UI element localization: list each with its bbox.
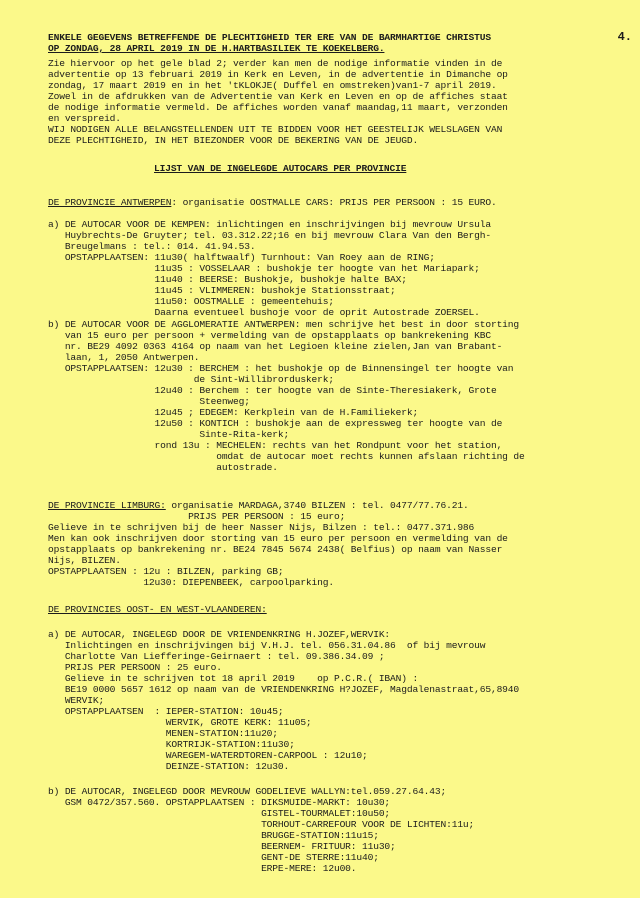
limburg-line: opstapplaats op bankrekening nr. BE24 7845 5674 2438( Belfius) op naam van Nasser [48, 544, 503, 555]
antwerpen-b-line: 12u45 ; EDEGEM: Kerkplein van de H.Familiekerk; [48, 407, 419, 418]
antwerpen-b-line: van 15 euro per persoon + vermelding van de opstapplaats op bankrekening KBC [48, 330, 491, 341]
vlaanderen-b-line: TORHOUT-CARREFOUR VOOR DE LICHTEN:11u; [48, 819, 475, 830]
vlaanderen-b-line: GISTEL-TOURMALET:10u50; [48, 808, 391, 819]
vlaanderen-b-line: GSM 0472/357.560. OPSTAPPLAATSEN : DIKSMUIDE-MARKT: 10u30; [48, 797, 391, 808]
antwerpen-b-line: 12u40 : Berchem : ter hoogte van de Sinte-Theresiakerk, Grote [48, 385, 497, 396]
limburg-line: Gelieve in te schrijven bij de heer Nasser Nijs, Bilzen : tel.: 0477.371.986 [48, 522, 475, 533]
antwerpen-b-line: laan, 1, 2050 Antwerpen. [48, 352, 200, 363]
antwerpen-a-line: 11u50: OOSTMALLE : gemeentehuis; [48, 296, 334, 307]
antwerpen-b-line: Sinte-Rita-kerk; [48, 429, 290, 440]
page-number: 4. [617, 30, 632, 44]
limburg-heading-rest: organisatie MARDAGA,3740 BILZEN : tel. 0477/77.76.21. [165, 500, 469, 511]
intro-line: de nodige informatie vermeld. De affiches worden vanaf maandag,11 maart, verzonden [48, 102, 508, 113]
limburg-line: 12u30: DIEPENBEEK, carpoolparking. [48, 577, 334, 588]
vlaanderen-a-line: Gelieve in te schrijven tot 18 april 2019 op P.C.R.( IBAN) : [48, 673, 419, 684]
limburg-line: OPSTAPPLAATSEN : 12u : BILZEN, parking GB; [48, 566, 284, 577]
vlaanderen-b-line: ERPE-MERE: 12u00. [48, 863, 357, 874]
vlaanderen-b-line: BRUGGE-STATION:11u15; [48, 830, 379, 841]
limburg-line: Men kan ook inschrijven door storting van 15 euro per persoon en vermelding van de [48, 533, 508, 544]
limburg-line: Nijs, BILZEN. [48, 555, 121, 566]
intro-line: zondag, 17 maart 2019 en in het 'tKLOKJE( Duffel en omstreken)van1-7 april 2019. [48, 80, 497, 91]
antwerpen-a-line: Daarna eventueel bushoje voor de oprit Autostrade ZOERSEL. [48, 307, 480, 318]
antwerpen-a-line: a) DE AUTOCAR VOOR DE KEMPEN: inlichtingen en inschrijvingen bij mevrouw Ursula [48, 219, 491, 230]
antwerpen-b-line: 12u50 : KONTICH : bushokje aan de expressweg ter hoogte van de [48, 418, 503, 429]
intro-line: en verspreid. [48, 113, 121, 124]
antwerpen-b-line: nr. BE29 4092 0363 4164 op naam van het Legioen kleine zielen,Jan van Brabant- [48, 341, 503, 352]
vlaanderen-a-line: WERVIK, GROTE KERK: 11u05; [48, 717, 312, 728]
antwerpen-b-line: OPSTAPPLAATSEN: 12u30 : BERCHEM : het bushokje op de Binnensingel ter hoogte van [48, 363, 514, 374]
vlaanderen-a-line: BE19 0000 5657 1612 op naam van de VRIENDENKRING H?JOZEF, Magdalenastraat,65,8940 [48, 684, 520, 695]
title-line-2: OP ZONDAG, 28 APRIL 2019 IN DE H.HARTBASILIEK TE KOEKELBERG. [48, 43, 385, 54]
intro-line: advertentie op 13 februari 2019 in Kerk en Leven, in de advertentie in Dimanche op [48, 69, 508, 80]
vlaanderen-a-line: Inlichtingen en inschrijvingen bij V.H.J. tel. 056.31.04.86 of bij mevrouw [48, 640, 486, 651]
vlaanderen-a-line: MENEN-STATION:11u20; [48, 728, 278, 739]
antwerpen-a-line: Breugelmans : tel.: 014. 41.94.53. [48, 241, 256, 252]
vlaanderen-b-line: BEERNEM- FRITUUR: 11u30; [48, 841, 396, 852]
vlaanderen-b-line: b) DE AUTOCAR, INGELEGD DOOR MEVROUW GODELIEVE WALLYN:tel.059.27.64.43; [48, 786, 447, 797]
intro-line: Zie hiervoor op het gele blad 2; verder kan men de nodige informatie vinden in de [48, 58, 503, 69]
antwerpen-a-line: 11u45 : VLIMMEREN: bushokje Stationsstraat; [48, 285, 396, 296]
antwerpen-b-line: rond 13u : MECHELEN: rechts van het Rondpunt voor het station, [48, 440, 503, 451]
vlaanderen-b-line: GENT-DE STERRE:11u40; [48, 852, 379, 863]
antwerpen-a-line: Huybrechts-De Gruyter; tel. 03.312.22;16 en bij mevrouw Clara Van den Bergh- [48, 230, 491, 241]
antwerpen-a-line: 11u40 : BEERSE: Bushokje, bushokje halte BAX; [48, 274, 407, 285]
intro-line: WIJ NODIGEN ALLE BELANGSTELLENDEN UIT TE BIDDEN VOOR HET GEESTELIJK WELSLAGEN VAN [48, 124, 503, 135]
antwerpen-a-line: 11u35 : VOSSELAAR : bushokje ter hoogte van het Mariapark; [48, 263, 480, 274]
antwerpen-b-line: b) DE AUTOCAR VOOR DE AGGLOMERATIE ANTWERPEN: men schrijve het best in door storting [48, 319, 520, 330]
antwerpen-heading-label: DE PROVINCIE ANTWERPEN [48, 197, 172, 208]
title-line-1: ENKELE GEGEVENS BETREFFENDE DE PLECHTIGHEID TER ERE VAN DE BARMHARTIGE CHRISTUS [48, 32, 491, 43]
antwerpen-b-line: de Sint-Willibrorduskerk; [48, 374, 334, 385]
vlaanderen-heading: DE PROVINCIES OOST- EN WEST-VLAANDEREN: [48, 604, 267, 615]
antwerpen-heading-rest: : organisatie OOSTMALLE CARS: PRIJS PER PERSOON : 15 EURO. [171, 197, 497, 208]
vlaanderen-a-line: WERVIK; [48, 695, 105, 706]
antwerpen-b-line: autostrade. [48, 462, 278, 473]
antwerpen-b-line: Steenweg; [48, 396, 250, 407]
intro-line: DEZE PLECHTIGHEID, IN HET BIEZONDER VOOR DE BEKERING VAN DE JEUGD. [48, 135, 419, 146]
vlaanderen-a-line: DEINZE-STATION: 12u30. [48, 761, 290, 772]
vlaanderen-a-line: Charlotte Van Liefferinge-Geirnaert : tel. 09.386.34.09 ; [48, 651, 385, 662]
antwerpen-a-line: OPSTAPPLAATSEN: 11u30( halftwaalf) Turnhout: Van Roey aan de RING; [48, 252, 435, 263]
limburg-heading-label: DE PROVINCIE LIMBURG: [48, 500, 166, 511]
vlaanderen-a-line: WAREGEM-WATERDTOREN-CARPOOL : 12u10; [48, 750, 368, 761]
list-heading: LIJST VAN DE INGELEGDE AUTOCARS PER PROVINCIE [154, 163, 407, 174]
limburg-heading [48, 500, 469, 511]
intro-line: Zowel in de afdrukken van de Advertentie van Kerk en Leven en op de affiches staat [48, 91, 508, 102]
limburg-line: PRIJS PER PERSOON : 15 euro; [48, 511, 346, 522]
antwerpen-b-line: omdat de autocar moet rechts kunnen afslaan richting de [48, 451, 525, 462]
vlaanderen-a-line: PRIJS PER PERSOON : 25 euro. [48, 662, 222, 673]
vlaanderen-a-line: KORTRIJK-STATION:11u30; [48, 739, 295, 750]
antwerpen-heading [48, 197, 497, 208]
vlaanderen-a-line: a) DE AUTOCAR, INGELEGD DOOR DE VRIENDENKRING H.JOZEF,WERVIK: [48, 629, 391, 640]
vlaanderen-a-line: OPSTAPPLAATSEN : IEPER-STATION: 10u45; [48, 706, 284, 717]
